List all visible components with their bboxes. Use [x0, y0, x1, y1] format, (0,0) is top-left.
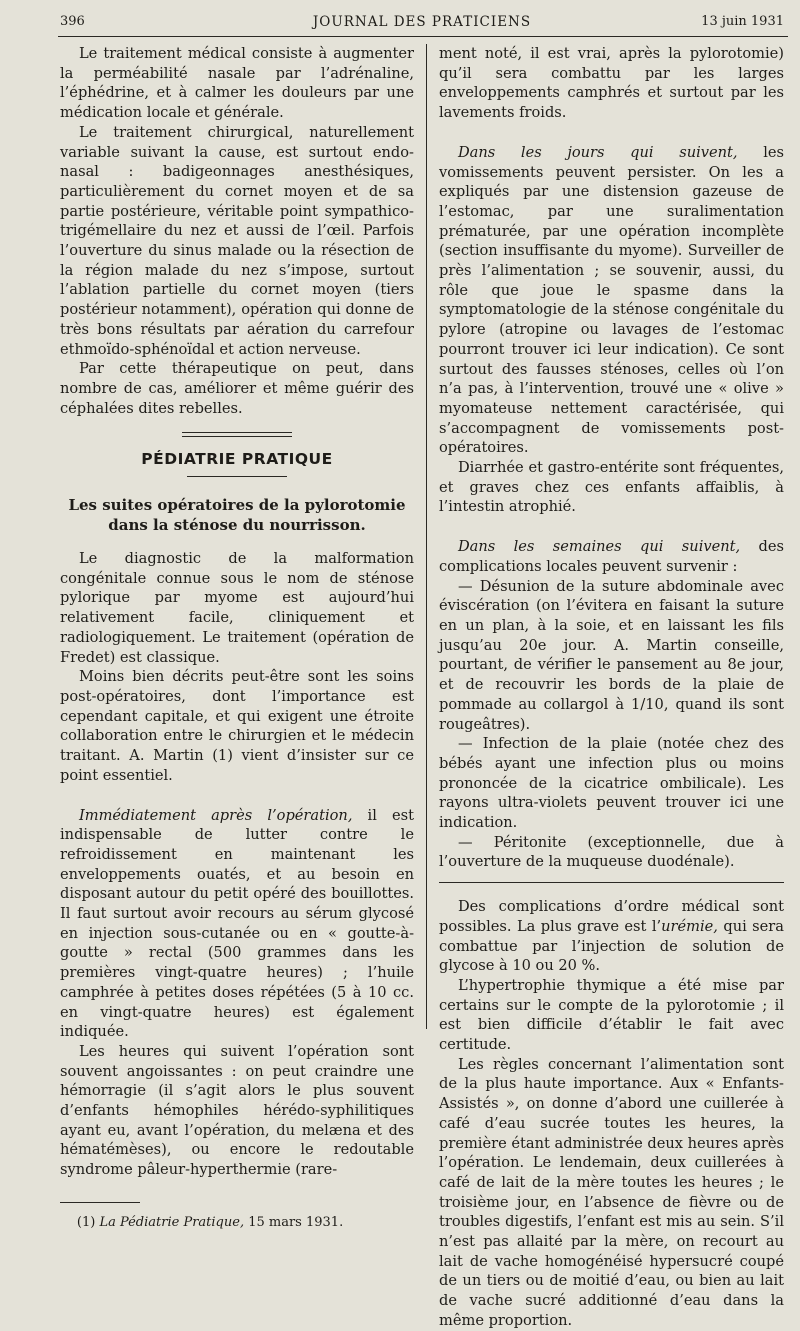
footnote [60, 1213, 414, 1233]
paragraph [60, 806, 414, 1042]
spacer [60, 786, 414, 806]
spacer [439, 517, 784, 537]
left-column [60, 44, 414, 1233]
column-rule [439, 882, 784, 883]
paragraph: Par cette thérapeutique on peut, dans nombre de cas, améliorer et même guérir des céphalées dites rebelles. [60, 360, 414, 417]
journal-title: JOURNAL DES PRATICIENS [312, 14, 532, 30]
footnote-number: (1) [76, 1214, 100, 1230]
paragraph: Diarrhée et gastro-entérite sont fréquentes, et graves chez ces enfants affaiblis, à l’intestin atrophié. [439, 459, 784, 516]
section-rule [187, 476, 287, 477]
page-number: 396 [60, 14, 85, 29]
paragraph: Moins bien décrits peut-être sont les soins post-opératoires, dont l’importance est cependant capitale, et qui exigent une étroite collaboration entre le chirurgien et le médecin traitant. A. Martin (1) vient d’insister sur ce point essentiel. [60, 668, 414, 784]
italic-lead: Dans les semaines qui suivent, [457, 538, 741, 556]
paragraph [439, 537, 784, 576]
header-rule [58, 36, 788, 37]
right-column [439, 44, 784, 1331]
column-divider [426, 44, 427, 1029]
paragraph-text: les vomissements peuvent persister. On les a expliqués par une distension gazeuse de l’estomac, par une suralimentation prématurée, par une opération incomplète (section insuffisante du myome). Surveiller de près l’alimentation ; se souvenir, aussi, du rôle que joue le spasme dans la symptomatologie de la sténose congénitale du pylore (atropine ou lavages de l’estomac pourront trouver ici leur indication). Ce sont surtout des fausses sténoses, celles où l’on n’a pas, à l’intervention, trouvé une « olive » myomateuse nettement caractérisée, qui s’accompagnent de vomissements post-opératoires. [439, 143, 785, 457]
page-header [60, 14, 784, 36]
section-divider [182, 432, 292, 437]
italic-lead: Dans les jours qui suivent, [457, 143, 738, 161]
spacer [439, 123, 784, 143]
footnote-date: 15 mars 1931. [244, 1214, 344, 1230]
paragraph: Le traitement médical consiste à augmenter la perméabilité nasale par l’adrénaline, l’éphédrine, et à calmer les douleurs par une médication locale et générale. [60, 45, 414, 122]
paragraph: — Péritonite (exceptionnelle, due à l’ouverture de la muqueuse duodénale). [439, 833, 784, 871]
paragraph: — Infection de la plaie (notée chez des bébés ayant une infection plus ou moins prononcée de la cicatrice ombilicale). Les rayons ultra-violets peuvent trouver ici une indication. [439, 735, 784, 832]
article-title: Les suites opératoires de la pylorotomie dans la sténose du nourrisson. [68, 496, 406, 535]
paragraph: Les heures qui suivent l’opération sont souvent angoissantes : on peut craindre une hémorragie (il s’agit alors le plus souvent d’enfants hémophiles hérédo-syphilitiques ayant eu, avant l’opération, du melæna et des hématémèses), ou encore le redoutable syndrome pâleur-hyperthermie (rare- [60, 1042, 414, 1179]
paragraph [439, 897, 784, 976]
italic-lead: Immédiatement après l’opération, [78, 806, 353, 824]
paragraph: Le diagnostic de la malformation congénitale connue sous le nom de sténose pylorique par myome est aujourd’hui relativement facile, cliniquement et radiologiquement. Le traitement (opération de Fredet) est classique. [60, 550, 414, 666]
issue-date: 13 juin 1931 [701, 14, 784, 29]
section-title: PÉDIATRIE PRATIQUE [141, 450, 333, 469]
paragraph-text: Des complications d’ordre médical sont possibles. La plus grave est l’ [439, 898, 784, 935]
footnote-title: La Pédiatrie Pratique, [99, 1214, 245, 1230]
paragraph [439, 143, 784, 458]
paragraph-text: il est indispensable de lutter contre le refroidissement en maintenant les enveloppements ouatés, et au besoin en disposant autour du petit opéré des bouillottes. Il faut surtout avoir recours au sérum glycosé en injection sous-cutanée ou en « goutte-à-goutte » rectal (500 grammes dans les premières vingt-quatre heures) ; l’huile camphrée à petites doses répétées (5 à 10 cc. en vingt-quatre heures) est également indiquée. [60, 806, 414, 1041]
paragraph: Les règles concernant l’alimentation sont de la plus haute importance. Aux « Enfants-Assistés », on donne d’abord une cuillerée à café d’eau sucrée toutes les heures, la première étant administrée deux heures après l’opération. Le lendemain, deux cuillerées à café de lait de la mère toutes les heures ; le troisième jour, en l’absence de fièvre ou de troubles digestifs, l’enfant est mis au sein. S’il n’est pas allaité par la mère, on recourt au lait de vache homogénéisé hypersucré coupé de un tiers ou de moitié d’eau, ou bien au lait de vache sucré additionné d’eau dans la même proportion. [439, 1055, 784, 1329]
footnote-rule [60, 1202, 140, 1203]
paragraph: — Désunion de la suture abdominale avec éviscération (on l’évitera en faisant la suture en un plan, à la soie, et en laissant les fils jusqu’au 20e jour. A. Martin conseille, pourtant, de vérifier le pansement au 8e jour, et de recouvrir les bords de la plaie de pommade au collargol à 1/10, quand ils sont rougeâtres). [439, 577, 784, 733]
paragraph: Le traitement chirurgical, naturellement variable suivant la cause, est surtout endo-nasal : badigeonnages anesthésiques, particulièrement du cornet moyen et de sa partie postérieure, véritable point sympathico-trigémellaire du nez et aussi de l’œil. Parfois l’ouverture du sinus malade ou la résection de la région malade du nez s’impose, surtout l’ablation partielle du cornet moyen (tiers postérieur notamment), opération qui donne de très bons résultats par aération du carrefour ethmoïdo-sphénoïdal et action nerveuse. [60, 123, 414, 358]
paragraph-text: qui sera combattue par l’injection de solution de glycose à 10 ou 20 %. [439, 917, 784, 975]
italic-term: urémie, [661, 917, 718, 935]
paragraph: L’hypertrophie thymique a été mise par certains sur le compte de la pylorotomie ; il est bien difficile d’établir le fait avec certitude. [439, 976, 784, 1054]
paragraph: ment noté, il est vrai, après la pylorotomie) qu’il sera combattu par les larges enveloppements camphrés et surtout par les lavements froids. [439, 45, 784, 122]
paragraph-text: des complications locales peuvent survenir : [439, 538, 784, 575]
